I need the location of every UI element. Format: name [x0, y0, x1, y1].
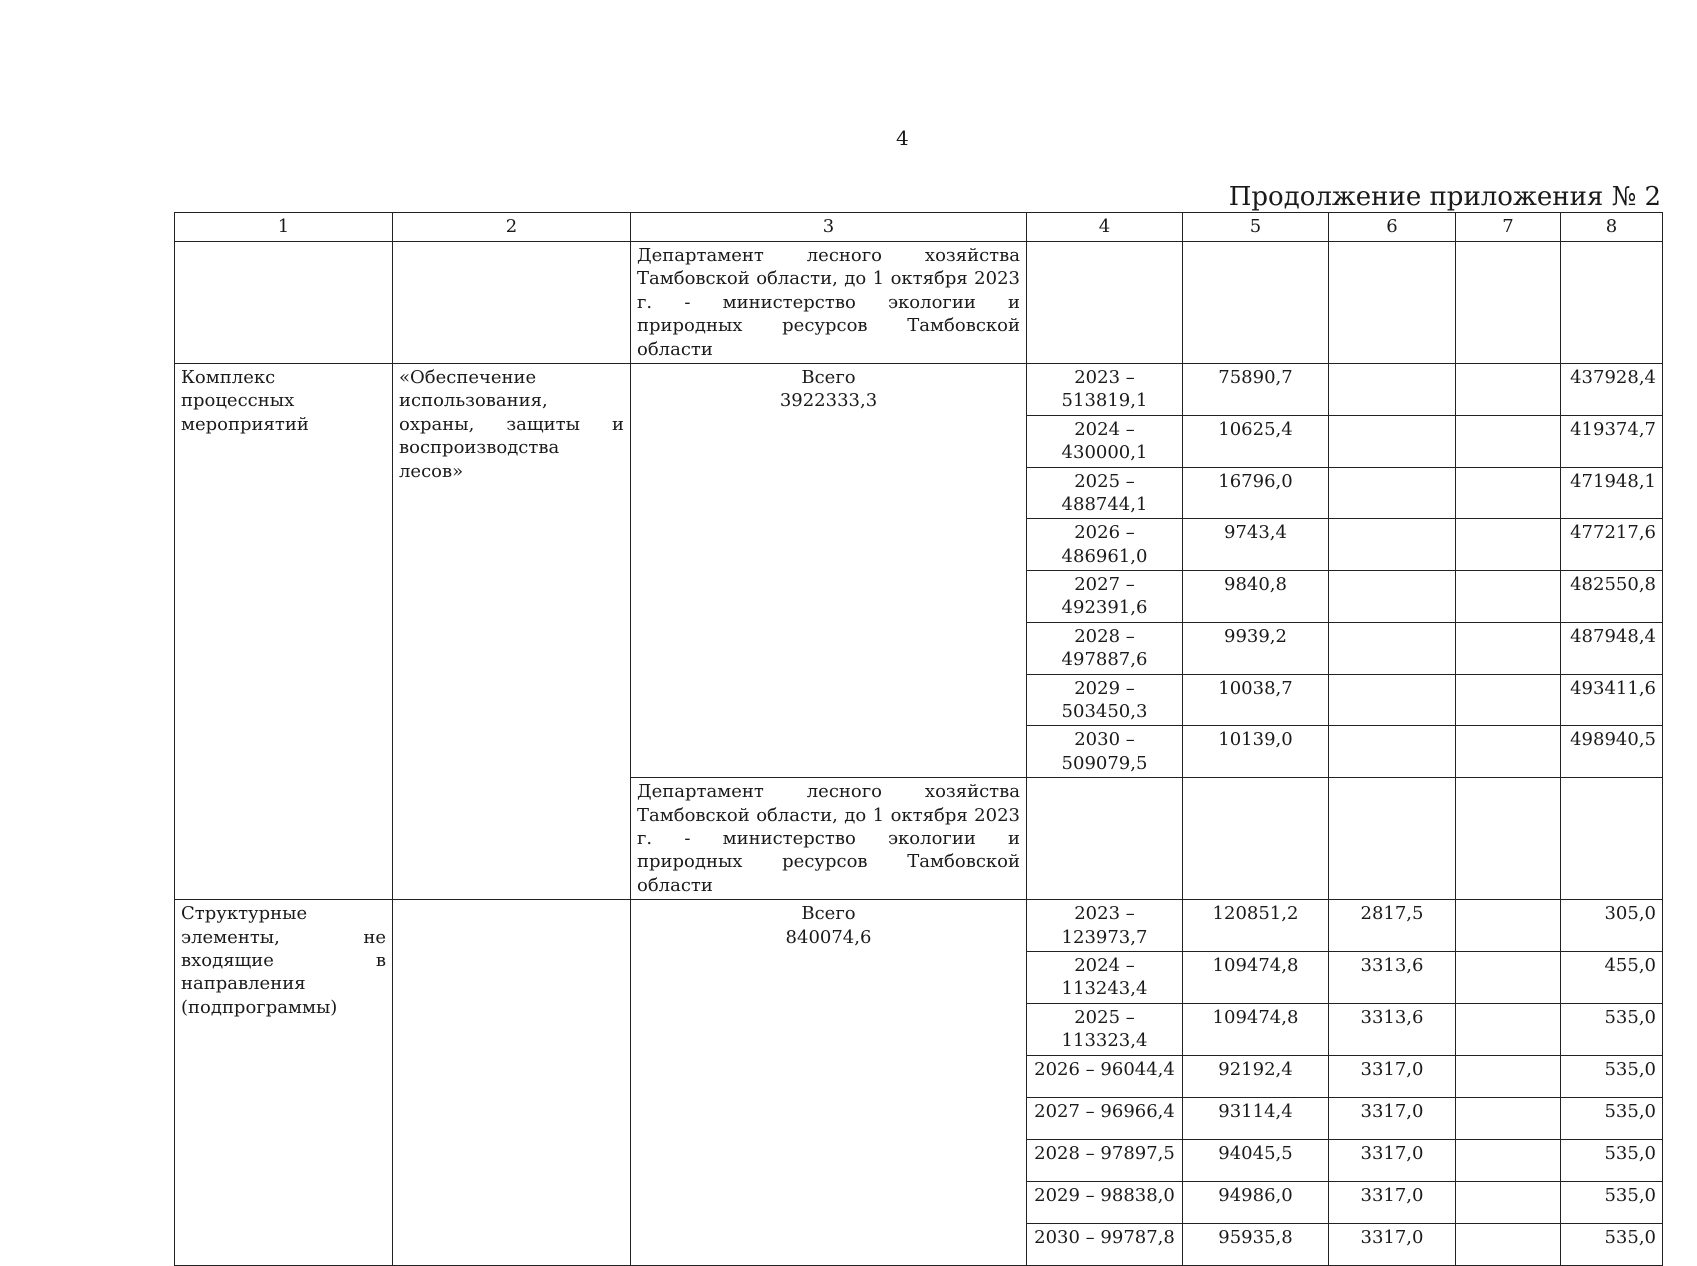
header-cell: 3: [631, 213, 1027, 242]
table-cell: [1329, 415, 1456, 467]
header-cell: 2: [393, 213, 631, 242]
table-cell: 2030 – 509079,5: [1027, 726, 1183, 778]
total-cell: [631, 900, 1027, 1265]
table-cell: 535,0: [1561, 1003, 1663, 1055]
table-cell: 95935,8: [1183, 1223, 1329, 1265]
table-cell: [1329, 467, 1456, 519]
header-cell: 7: [1456, 213, 1561, 242]
table-cell: 109474,8: [1183, 1003, 1329, 1055]
table-cell: [1456, 1097, 1561, 1139]
section-title: Структурные элементы, не входящие в направления (подпрограммы): [175, 900, 393, 1265]
table-cell: 535,0: [1561, 1139, 1663, 1181]
table-cell: 2024 – 430000,1: [1027, 415, 1183, 467]
header-cell: 4: [1027, 213, 1183, 242]
table-cell: 498940,5: [1561, 726, 1663, 778]
table-cell: [1456, 571, 1561, 623]
table-cell: [1456, 1003, 1561, 1055]
table-cell: 10139,0: [1183, 726, 1329, 778]
header-cell: 1: [175, 213, 393, 242]
table-cell: 2026 – 486961,0: [1027, 519, 1183, 571]
continuation-title: Продолжение приложения № 2: [1228, 182, 1661, 212]
table-cell: 535,0: [1561, 1097, 1663, 1139]
table-cell: 94045,5: [1183, 1139, 1329, 1181]
table-cell: 10625,4: [1183, 415, 1329, 467]
table-cell: [1329, 571, 1456, 623]
table-cell: [1456, 1139, 1561, 1181]
table-cell: [1329, 674, 1456, 726]
budget-table: [174, 212, 1663, 1266]
table-cell: 10038,7: [1183, 674, 1329, 726]
total-cell: [631, 363, 1027, 777]
table-cell: [1456, 519, 1561, 571]
table-cell: 305,0: [1561, 900, 1663, 952]
department-text: Департамент лесного хозяйства Тамбовской области, до 1 октября 2023 г. - министерство экологии и природных ресурсов Тамбовской области: [631, 242, 1027, 364]
table-cell: 92192,4: [1183, 1055, 1329, 1097]
table-cell: 493411,6: [1561, 674, 1663, 726]
table-cell: 2025 – 488744,1: [1027, 467, 1183, 519]
table-cell: [1456, 1055, 1561, 1097]
table-cell: 2028 – 497887,6: [1027, 622, 1183, 674]
table-cell: 94986,0: [1183, 1181, 1329, 1223]
total-label: Всего: [801, 903, 856, 925]
table-cell: 2817,5: [1329, 900, 1456, 952]
table-cell: [1456, 363, 1561, 415]
table-cell: 16796,0: [1183, 467, 1329, 519]
table-cell: 487948,4: [1561, 622, 1663, 674]
header-cell: 5: [1183, 213, 1329, 242]
table-cell: 3317,0: [1329, 1181, 1456, 1223]
table-cell: 2024 – 113243,4: [1027, 951, 1183, 1003]
table-cell: 3317,0: [1329, 1097, 1456, 1139]
table-cell: [1456, 900, 1561, 952]
table-row: [175, 363, 1663, 415]
table-cell: 2030 – 99787,8: [1027, 1223, 1183, 1265]
total-value: 840074,6: [785, 926, 872, 948]
section-structural: [175, 900, 1663, 1265]
table-cell: 2023 – 123973,7: [1027, 900, 1183, 952]
total-value: 3922333,3: [779, 390, 878, 412]
table-cell: 2028 – 97897,5: [1027, 1139, 1183, 1181]
table-row: [175, 900, 1663, 952]
section-name: «Обеспечение использования, охраны, защиты и воспроизводства лесов»: [393, 363, 631, 899]
table-cell: [1329, 726, 1456, 778]
table-cell: [1456, 622, 1561, 674]
table-cell: 9939,2: [1183, 622, 1329, 674]
table-cell: 477217,6: [1561, 519, 1663, 571]
department-text: Департамент лесного хозяйства Тамбовской области, до 1 октября 2023 г. - министерство экологии и природных ресурсов Тамбовской области: [631, 778, 1027, 900]
table-row: [175, 242, 1663, 364]
table-cell: [1456, 1223, 1561, 1265]
table-cell: [1456, 726, 1561, 778]
table-cell: 3313,6: [1329, 1003, 1456, 1055]
section-title: Комплекс процессных мероприятий: [175, 363, 393, 899]
table-cell: [1456, 1181, 1561, 1223]
table-cell: 455,0: [1561, 951, 1663, 1003]
table-cell: [1329, 363, 1456, 415]
table-cell: 3317,0: [1329, 1223, 1456, 1265]
table-cell: 535,0: [1561, 1055, 1663, 1097]
table-cell: 2027 – 96966,4: [1027, 1097, 1183, 1139]
table-cell: 471948,1: [1561, 467, 1663, 519]
table-cell: 2023 – 513819,1: [1027, 363, 1183, 415]
table-cell: 535,0: [1561, 1181, 1663, 1223]
table-cell: 3313,6: [1329, 951, 1456, 1003]
table-cell: 3317,0: [1329, 1055, 1456, 1097]
table-cell: 3317,0: [1329, 1139, 1456, 1181]
table-cell: 482550,8: [1561, 571, 1663, 623]
header-cell: 6: [1329, 213, 1456, 242]
table-cell: 419374,7: [1561, 415, 1663, 467]
section-processes: [175, 363, 1663, 899]
table-cell: 2027 – 492391,6: [1027, 571, 1183, 623]
table-cell: 535,0: [1561, 1223, 1663, 1265]
table-cell: 2029 – 503450,3: [1027, 674, 1183, 726]
table-cell: 75890,7: [1183, 363, 1329, 415]
header-row: [175, 213, 1663, 242]
table-cell: 109474,8: [1183, 951, 1329, 1003]
table-cell: [1329, 519, 1456, 571]
table-cell: [1456, 674, 1561, 726]
table-cell: [1329, 622, 1456, 674]
total-label: Всего: [801, 366, 856, 388]
table-cell: 93114,4: [1183, 1097, 1329, 1139]
table-cell: [1456, 467, 1561, 519]
table-cell: [1456, 415, 1561, 467]
page-number: 4: [896, 126, 909, 150]
table-cell: 120851,2: [1183, 900, 1329, 952]
table-cell: 9840,8: [1183, 571, 1329, 623]
table-cell: 2025 – 113323,4: [1027, 1003, 1183, 1055]
table-cell: 9743,4: [1183, 519, 1329, 571]
table-cell: 437928,4: [1561, 363, 1663, 415]
table-cell: [1456, 951, 1561, 1003]
table-cell: 2029 – 98838,0: [1027, 1181, 1183, 1223]
header-cell: 8: [1561, 213, 1663, 242]
table-cell: 2026 – 96044,4: [1027, 1055, 1183, 1097]
